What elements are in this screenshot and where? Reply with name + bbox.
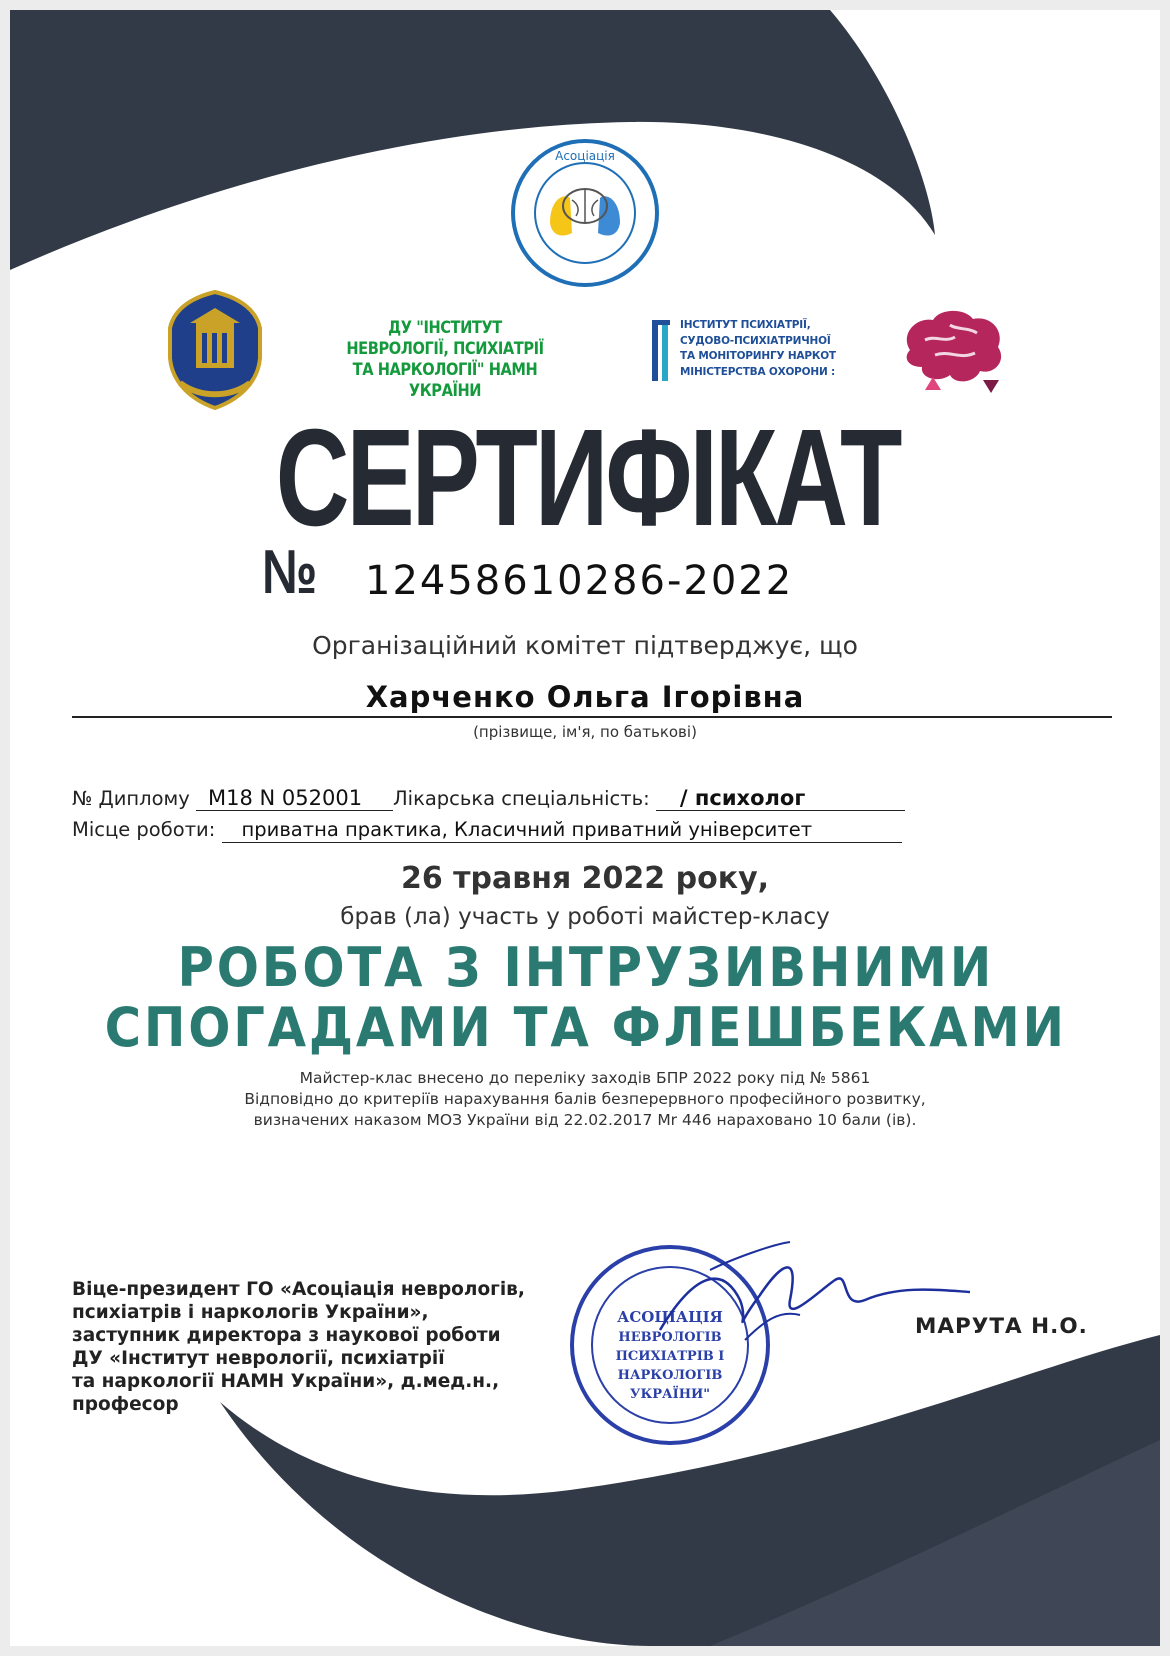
workplace-value: приватна практика, Класичний приватний університет	[222, 818, 902, 843]
svg-text:УКРАЇНИ": УКРАЇНИ"	[629, 1387, 711, 1402]
handwritten-signature	[650, 1240, 980, 1360]
certificate-title: СЕРТИФІКАТ	[275, 401, 900, 555]
signer-line-1: Віце-президент ГО «Асоціація неврологів,	[72, 1279, 525, 1300]
specialty-value: / психолог	[656, 786, 905, 811]
institute-neurology-logo-text: ДУ "ІНСТИТУТ НЕВРОЛОГІЇ, ПСИХІАТРІЇ ТА НАРКОЛОГІЇ" НАМН УКРАЇНИ	[346, 318, 544, 401]
cpd-note-2: Відповідно до критеріїв нарахування балів безперервного професійного розвитку,	[244, 1090, 926, 1108]
cpd-note-1: Майстер-клас внесено до переліку заходів БПР 2022 року під № 5861	[299, 1069, 871, 1087]
signer-line-4: ДУ «Інститут неврології, психіатрії	[72, 1348, 445, 1369]
participation-text: брав (ла) участь у роботі майстер-класу	[340, 904, 830, 930]
participant-name: Харченко Ольга Ігорівна	[365, 680, 805, 714]
association-logo-top-text: Асоціація	[555, 149, 615, 163]
svg-text:НАРКОЛОГІВ: НАРКОЛОГІВ	[617, 1368, 723, 1383]
signer-line-5: та наркології НАМН України», д.мед.н.,	[72, 1371, 500, 1392]
specialty-label: Лікарська спеціальність:	[392, 787, 650, 810]
event-date: 26 травня 2022 року,	[400, 861, 770, 896]
cpd-notes	[10, 1068, 1160, 1131]
university-crest-icon	[160, 288, 270, 413]
certificate-number: 12458610286-2022	[365, 558, 794, 604]
institute-psychiatry-logo-icon	[650, 318, 672, 383]
signer-name: МАРУТА Н.О.	[915, 1314, 1088, 1339]
masterclass-title-line2: СПОГАДАМИ ТА ФЛЕШБЕКАМИ	[104, 996, 1067, 1059]
committee-confirms-text: Організаційний комітет підтверджує, що	[312, 631, 858, 660]
masterclass-title	[57, 938, 1115, 1058]
workplace-label: Місце роботи:	[72, 818, 216, 841]
signer-position	[72, 1278, 592, 1416]
masterclass-title-line1: РОБОТА З ІНТРУЗИВНИМИ	[177, 936, 995, 999]
signer-line-2: психіатрів і наркологів України»,	[72, 1302, 429, 1323]
diploma-label: № Диплому	[72, 787, 190, 810]
diploma-value: M18 N 052001	[196, 786, 393, 811]
association-logo	[510, 138, 660, 288]
svg-text:ПСИХІАТРІВ І: ПСИХІАТРІВ І	[615, 1349, 725, 1364]
name-hint: (прізвище, ім'я, по батькові)	[473, 723, 697, 741]
cpd-note-3: визначених наказом МОЗ України від 22.02.2017 Mr 446 нараховано 10 бали (ів).	[253, 1111, 917, 1129]
workplace-row	[72, 817, 902, 843]
name-underline	[72, 716, 1112, 718]
number-sign: №	[262, 538, 318, 607]
diploma-row	[72, 786, 905, 812]
certificate-page	[10, 10, 1160, 1646]
svg-text:НЕВРОЛОГІВ: НЕВРОЛОГІВ	[618, 1330, 722, 1345]
brain-logo-icon	[895, 305, 1010, 405]
signer-line-6: професор	[72, 1394, 179, 1415]
institute-psychiatry-logo-text: ІНСТИТУТ ПСИХІАТРІЇ, СУДОВО-ПСИХІАТРИЧНОЇ ТА МОНІТОРИНГУ НАРКОТ МІНІСТЕРСТВА ОХОРОНИ :	[680, 319, 836, 378]
svg-text:АСОЦІАЦІЯ: АСОЦІАЦІЯ	[617, 1308, 723, 1326]
signer-line-3: заступник директора з наукової роботи	[72, 1325, 501, 1346]
